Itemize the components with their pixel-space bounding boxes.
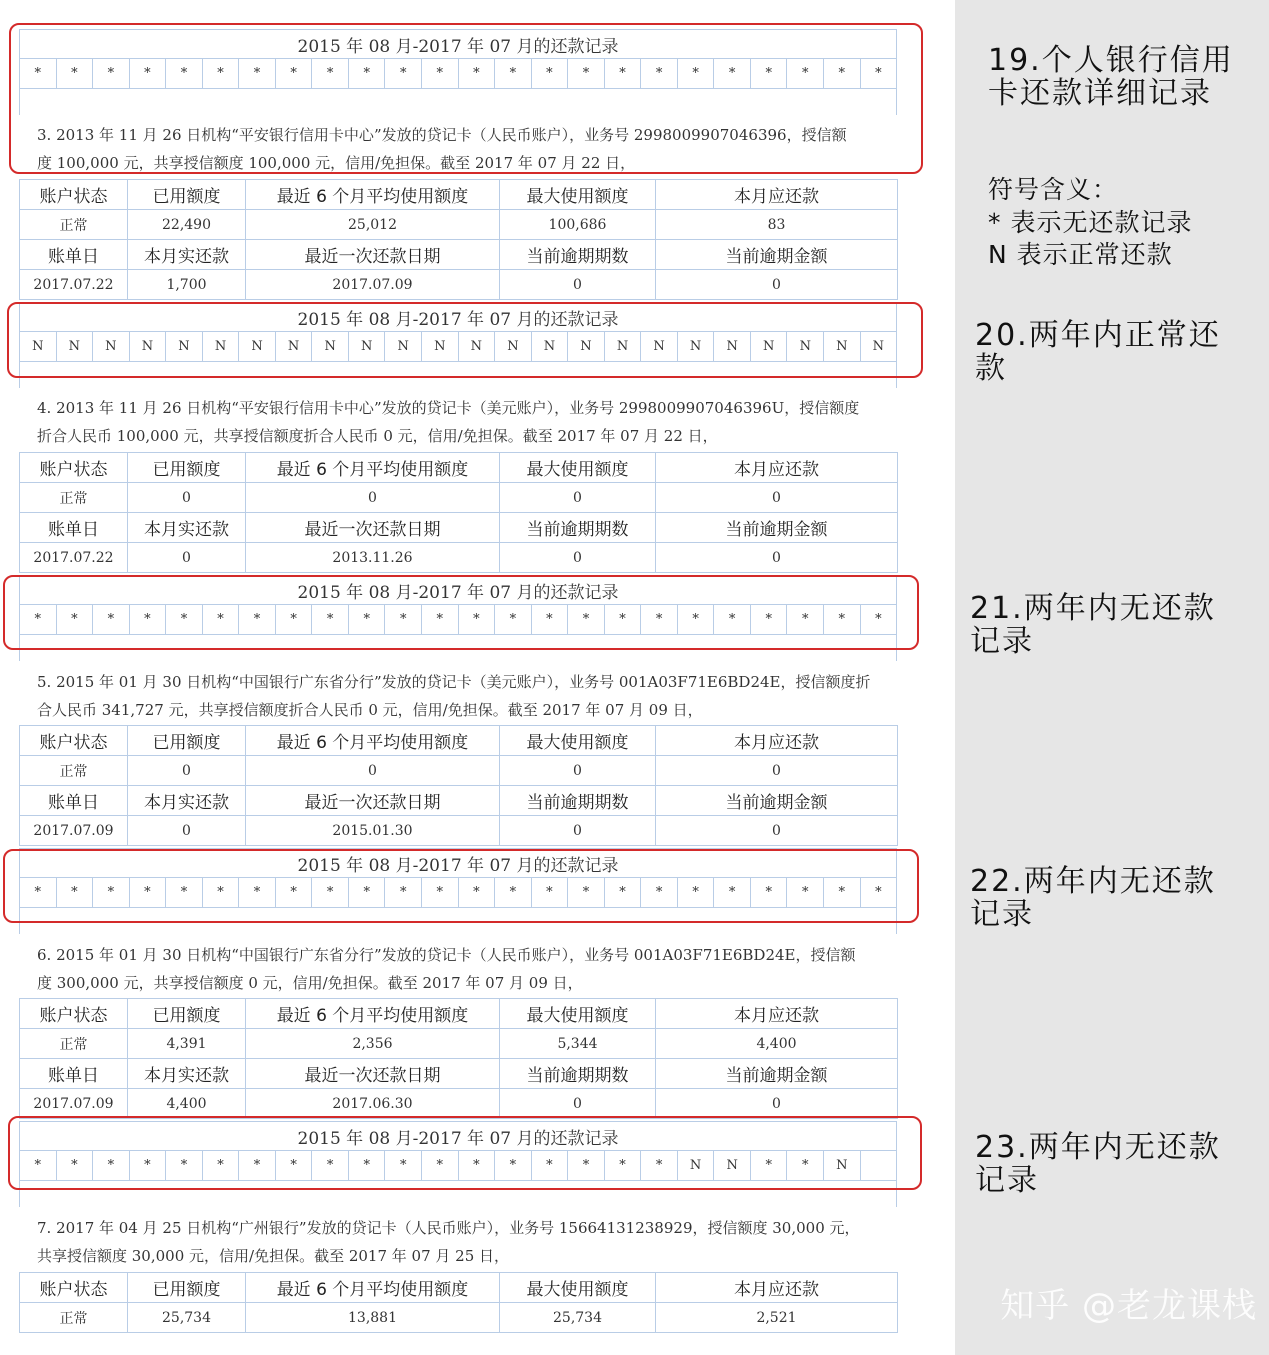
header-cell: 本月应还款 bbox=[656, 726, 898, 756]
repayment-symbol-cell: * bbox=[93, 1151, 130, 1180]
repayment-symbol-cell: * bbox=[57, 1151, 94, 1180]
repayment-symbol-cell: * bbox=[824, 59, 861, 88]
table-header-row bbox=[20, 180, 898, 210]
value-cell: 正常 bbox=[20, 210, 128, 240]
header-cell: 当前逾期期数 bbox=[500, 240, 656, 270]
table-header-row bbox=[20, 1273, 898, 1303]
repayment-symbol-cell: N bbox=[349, 332, 386, 361]
table-header-row bbox=[20, 999, 898, 1029]
value-cell: 0 bbox=[500, 483, 656, 513]
header-cell: 最近 6 个月平均使用额度 bbox=[246, 180, 500, 210]
repayment-symbol-cell: N bbox=[239, 332, 276, 361]
header-cell: 最近 6 个月平均使用额度 bbox=[246, 726, 500, 756]
header-cell: 已用额度 bbox=[128, 180, 246, 210]
value-cell: 25,012 bbox=[246, 210, 500, 240]
table-row bbox=[20, 1029, 898, 1059]
repayment-symbol-cell: * bbox=[203, 59, 240, 88]
value-cell: 正常 bbox=[20, 756, 128, 786]
account-description bbox=[30, 668, 892, 724]
repayment-symbol-cell: * bbox=[605, 59, 642, 88]
account-desc-line: 3. 2013 年 11 月 26 日机构“平安银行信用卡中心”发放的贷记卡（人民币账户），业务号 2998009907046396，授信额 bbox=[37, 126, 847, 144]
header-cell: 已用额度 bbox=[128, 1273, 246, 1303]
repayment-symbol-cell: * bbox=[422, 878, 459, 907]
value-cell: 0 bbox=[500, 543, 656, 573]
repayment-record-title: 2015 年 08 月-2017 年 07 月的还款记录 bbox=[19, 575, 897, 605]
repayment-symbol-cell: * bbox=[239, 59, 276, 88]
header-cell: 账单日 bbox=[20, 786, 128, 816]
header-cell: 最近 6 个月平均使用额度 bbox=[246, 1273, 500, 1303]
repayment-symbol-cell: N bbox=[203, 332, 240, 361]
repayment-symbol-cell: * bbox=[239, 878, 276, 907]
value-cell: 0 bbox=[656, 483, 898, 513]
account-description bbox=[30, 941, 892, 997]
value-cell: 0 bbox=[246, 483, 500, 513]
highlight-box bbox=[7, 302, 923, 378]
repayment-symbol-cell: N bbox=[714, 332, 751, 361]
repayment-symbol-cell: * bbox=[678, 605, 715, 634]
header-cell: 本月实还款 bbox=[128, 1059, 246, 1089]
repayment-record-title: 2015 年 08 月-2017 年 07 月的还款记录 bbox=[19, 848, 897, 878]
repayment-symbol-cell: N bbox=[751, 332, 788, 361]
watermark: 知乎 @老龙课栈 bbox=[1000, 1286, 1257, 1326]
header-cell: 最近一次还款日期 bbox=[246, 1059, 500, 1089]
header-cell: 当前逾期金额 bbox=[656, 1059, 898, 1089]
value-cell: 4,400 bbox=[128, 1089, 246, 1119]
repayment-symbol-cell: * bbox=[166, 59, 203, 88]
repayment-symbol-cell: N bbox=[385, 332, 422, 361]
account-desc-line: 6. 2015 年 01 月 30 日机构“中国银行广东省分行”发放的贷记卡（人民币账户），业务号 001A03F71E6BD24E，授信额 bbox=[37, 946, 856, 964]
header-cell: 账单日 bbox=[20, 240, 128, 270]
value-cell: 正常 bbox=[20, 483, 128, 513]
value-cell: 0 bbox=[500, 270, 656, 300]
table-header-row bbox=[20, 513, 898, 543]
repayment-symbol-cell: * bbox=[276, 59, 313, 88]
header-cell: 最大使用额度 bbox=[500, 726, 656, 756]
header-cell: 最近 6 个月平均使用额度 bbox=[246, 453, 500, 483]
repayment-symbol-cell: * bbox=[532, 878, 569, 907]
header-cell: 最近 6 个月平均使用额度 bbox=[246, 999, 500, 1029]
repayment-symbol-cell: * bbox=[385, 878, 422, 907]
account-desc-line: 7. 2017 年 04 月 25 日机构“广州银行”发放的贷记卡（人民币账户），业务号 15664131238929，授信额度 30,000 元， bbox=[37, 1219, 860, 1237]
repayment-symbol-cell: N bbox=[276, 332, 313, 361]
value-cell: 0 bbox=[128, 816, 246, 846]
repayment-symbol-cell: * bbox=[385, 1151, 422, 1180]
value-cell: 25,734 bbox=[128, 1303, 246, 1333]
header-cell: 最近一次还款日期 bbox=[246, 513, 500, 543]
repayment-symbol-cell: * bbox=[532, 59, 569, 88]
table-header-row bbox=[20, 240, 898, 270]
header-cell: 当前逾期金额 bbox=[656, 240, 898, 270]
table-row bbox=[20, 210, 898, 240]
table-row bbox=[20, 816, 898, 846]
value-cell: 2013.11.26 bbox=[246, 543, 500, 573]
repayment-symbol-cell: N bbox=[605, 332, 642, 361]
account-table bbox=[19, 998, 898, 1119]
repayment-symbol-cell: * bbox=[641, 1151, 678, 1180]
repayment-symbol-cell: * bbox=[605, 878, 642, 907]
repayment-symbol-cell: * bbox=[641, 59, 678, 88]
header-cell: 最近一次还款日期 bbox=[246, 786, 500, 816]
header-cell: 当前逾期金额 bbox=[656, 513, 898, 543]
repayment-symbol-cell: * bbox=[459, 878, 496, 907]
repayment-symbol-cell: * bbox=[641, 878, 678, 907]
value-cell: 13,881 bbox=[246, 1303, 500, 1333]
repayment-symbol-cell: * bbox=[203, 1151, 240, 1180]
value-cell: 25,734 bbox=[500, 1303, 656, 1333]
repayment-symbol-cell: * bbox=[824, 605, 861, 634]
value-cell: 1,700 bbox=[128, 270, 246, 300]
header-cell: 当前逾期期数 bbox=[500, 513, 656, 543]
account-desc-line: 折合人民币 100,000 元，共享授信额度折合人民币 0 元，信用/免担保。截至 2017 年 07 月 22 日， bbox=[37, 427, 718, 445]
repayment-symbol-cell: * bbox=[203, 878, 240, 907]
repayment-symbol-cell: * bbox=[349, 59, 386, 88]
account-table bbox=[19, 179, 898, 300]
repayment-symbol-cell: * bbox=[349, 1151, 386, 1180]
repayment-symbol-cell: N bbox=[20, 332, 57, 361]
highlight-box bbox=[8, 1116, 922, 1190]
value-cell: 2017.07.09 bbox=[246, 270, 500, 300]
repayment-symbol-cell: * bbox=[349, 878, 386, 907]
header-cell: 账户状态 bbox=[20, 726, 128, 756]
value-cell: 5,344 bbox=[500, 1029, 656, 1059]
header-cell: 已用额度 bbox=[128, 726, 246, 756]
legend-n: N 表示正常还款 bbox=[988, 240, 1173, 269]
repayment-symbol-cell: * bbox=[385, 59, 422, 88]
repayment-symbol-cell: * bbox=[678, 59, 715, 88]
repayment-symbol-cell: * bbox=[714, 59, 751, 88]
repayment-symbol-cell: * bbox=[568, 605, 605, 634]
repayment-symbol-cell: * bbox=[349, 605, 386, 634]
value-cell: 0 bbox=[500, 816, 656, 846]
header-cell: 当前逾期金额 bbox=[656, 786, 898, 816]
repayment-symbol-cell: N bbox=[641, 332, 678, 361]
repayment-symbol-cell: * bbox=[714, 605, 751, 634]
repayment-symbol-cell: N bbox=[422, 332, 459, 361]
repayment-symbol-cell: * bbox=[312, 605, 349, 634]
repayment-symbol-cell: * bbox=[276, 1151, 313, 1180]
value-cell: 2015.01.30 bbox=[246, 816, 500, 846]
repayment-symbol-cell: * bbox=[166, 878, 203, 907]
value-cell: 正常 bbox=[20, 1303, 128, 1333]
table-header-row bbox=[20, 786, 898, 816]
account-description bbox=[30, 1214, 892, 1270]
repayment-symbol-cell: * bbox=[20, 878, 57, 907]
table-header-row bbox=[20, 726, 898, 756]
repayment-symbol-cell: * bbox=[20, 59, 57, 88]
highlight-box bbox=[3, 849, 919, 923]
account-desc-line: 度 100,000 元，共享授信额度 100,000 元，信用/免担保。截至 2017 年 07 月 22 日， bbox=[37, 154, 636, 172]
repayment-symbol-cell: * bbox=[495, 59, 532, 88]
value-cell: 2,521 bbox=[656, 1303, 898, 1333]
account-desc-line: 4. 2013 年 11 月 26 日机构“平安银行信用卡中心”发放的贷记卡（美元账户），业务号 2998009907046396U，授信额度 bbox=[37, 399, 860, 417]
value-cell: 83 bbox=[656, 210, 898, 240]
repayment-symbol-cell: N bbox=[678, 332, 715, 361]
repayment-symbol-cell: * bbox=[751, 878, 788, 907]
value-cell: 0 bbox=[656, 1089, 898, 1119]
annotation-23: 23.两年内无还款记录 bbox=[975, 1130, 1221, 1198]
repayment-symbol-cell: * bbox=[130, 59, 167, 88]
table-row bbox=[20, 270, 898, 300]
value-cell: 0 bbox=[128, 483, 246, 513]
repayment-symbol-cell: * bbox=[861, 605, 898, 634]
repayment-symbol-cell: * bbox=[93, 605, 130, 634]
repayment-symbol-cell: * bbox=[787, 878, 824, 907]
header-cell: 最大使用额度 bbox=[500, 453, 656, 483]
repayment-symbol-cell: N bbox=[678, 1151, 715, 1180]
highlight-box bbox=[3, 575, 919, 650]
value-cell: 100,686 bbox=[500, 210, 656, 240]
value-cell: 0 bbox=[656, 543, 898, 573]
header-cell: 已用额度 bbox=[128, 453, 246, 483]
annotation-21: 21.两年内无还款记录 bbox=[970, 591, 1216, 659]
repayment-symbol-cell: * bbox=[568, 1151, 605, 1180]
value-cell: 2017.07.22 bbox=[20, 270, 128, 300]
header-cell: 最大使用额度 bbox=[500, 999, 656, 1029]
repayment-symbol-cell: * bbox=[239, 605, 276, 634]
repayment-symbol-cell: * bbox=[312, 1151, 349, 1180]
repayment-symbol-cell: * bbox=[751, 59, 788, 88]
value-cell: 正常 bbox=[20, 1029, 128, 1059]
repayment-symbol-cell: * bbox=[459, 605, 496, 634]
repayment-symbol-cell: * bbox=[166, 605, 203, 634]
value-cell: 4,391 bbox=[128, 1029, 246, 1059]
repayment-symbol-cell: N bbox=[93, 332, 130, 361]
repayment-symbol-cell: * bbox=[20, 605, 57, 634]
value-cell: 22,490 bbox=[128, 210, 246, 240]
table-row bbox=[20, 483, 898, 513]
account-table bbox=[19, 1272, 898, 1333]
repayment-symbol-cell: * bbox=[787, 605, 824, 634]
value-cell: 0 bbox=[656, 816, 898, 846]
header-cell: 已用额度 bbox=[128, 999, 246, 1029]
repayment-symbol-cell: * bbox=[57, 59, 94, 88]
annotation-19: 19.个人银行信用卡还款详细记录 bbox=[988, 43, 1234, 111]
highlight-box bbox=[9, 23, 923, 174]
account-desc-line: 共享授信额度 30,000 元，信用/免担保。截至 2017 年 07 月 25 日， bbox=[37, 1247, 510, 1265]
repayment-symbol-cell: * bbox=[641, 605, 678, 634]
header-cell: 本月应还款 bbox=[656, 1273, 898, 1303]
repayment-symbol-cell: N bbox=[532, 332, 569, 361]
repayment-symbol-cell: N bbox=[568, 332, 605, 361]
legend-title: 符号含义： bbox=[988, 175, 1119, 204]
account-description bbox=[30, 394, 892, 450]
repayment-symbol-cell: * bbox=[568, 878, 605, 907]
repayment-symbol-cell: * bbox=[678, 878, 715, 907]
value-cell: 2017.07.09 bbox=[20, 1089, 128, 1119]
repayment-symbol-cell: N bbox=[130, 332, 167, 361]
repayment-symbol-cell: * bbox=[861, 59, 898, 88]
repayment-symbol-cell: * bbox=[312, 59, 349, 88]
repayment-symbol-cell: * bbox=[824, 878, 861, 907]
repayment-symbol-cell: * bbox=[93, 59, 130, 88]
repayment-symbol-cell: N bbox=[714, 1151, 751, 1180]
value-cell: 0 bbox=[128, 543, 246, 573]
repayment-symbol-cell: * bbox=[422, 1151, 459, 1180]
account-desc-line: 合人民币 341,727 元，共享授信额度折合人民币 0 元，信用/免担保。截至 2017 年 07 月 09 日， bbox=[37, 701, 703, 719]
repayment-symbol-cell: * bbox=[495, 605, 532, 634]
table-header-row bbox=[20, 1059, 898, 1089]
header-cell: 最近一次还款日期 bbox=[246, 240, 500, 270]
value-cell: 0 bbox=[500, 1089, 656, 1119]
repayment-symbol-cell: * bbox=[787, 1151, 824, 1180]
header-cell: 本月实还款 bbox=[128, 513, 246, 543]
repayment-record-title: 2015 年 08 月-2017 年 07 月的还款记录 bbox=[19, 1121, 897, 1151]
repayment-symbol-cell: * bbox=[130, 605, 167, 634]
repayment-symbol-cell: * bbox=[605, 1151, 642, 1180]
value-cell: 4,400 bbox=[656, 1029, 898, 1059]
value-cell: 0 bbox=[246, 756, 500, 786]
repayment-symbol-cell: * bbox=[751, 605, 788, 634]
repayment-symbol-cell: * bbox=[568, 59, 605, 88]
header-cell: 账户状态 bbox=[20, 180, 128, 210]
repayment-symbol-cell: * bbox=[130, 878, 167, 907]
value-cell: 2,356 bbox=[246, 1029, 500, 1059]
repayment-symbol-cell: * bbox=[861, 878, 898, 907]
repayment-symbol-cell: N bbox=[57, 332, 94, 361]
header-cell: 账户状态 bbox=[20, 453, 128, 483]
value-cell: 2017.07.22 bbox=[20, 543, 128, 573]
legend-star: * 表示无还款记录 bbox=[988, 208, 1193, 237]
header-cell: 当前逾期期数 bbox=[500, 786, 656, 816]
repayment-symbol-cell: N bbox=[787, 332, 824, 361]
value-cell: 0 bbox=[500, 756, 656, 786]
value-cell: 0 bbox=[128, 756, 246, 786]
header-cell: 本月应还款 bbox=[656, 999, 898, 1029]
repayment-symbol-cell: N bbox=[312, 332, 349, 361]
repayment-symbol-cell: * bbox=[57, 878, 94, 907]
repayment-record-title: 2015 年 08 月-2017 年 07 月的还款记录 bbox=[19, 29, 897, 59]
account-desc-line: 5. 2015 年 01 月 30 日机构“中国银行广东省分行”发放的贷记卡（美元账户），业务号 001A03F71E6BD24E，授信额度折 bbox=[37, 673, 871, 691]
repayment-symbol-cell: * bbox=[459, 1151, 496, 1180]
account-table bbox=[19, 452, 898, 573]
header-cell: 最大使用额度 bbox=[500, 1273, 656, 1303]
value-cell: 2017.07.09 bbox=[20, 816, 128, 846]
header-cell: 账单日 bbox=[20, 513, 128, 543]
repayment-symbol-cell: * bbox=[203, 605, 240, 634]
value-cell: 2017.06.30 bbox=[246, 1089, 500, 1119]
repayment-symbol-cell: * bbox=[239, 1151, 276, 1180]
header-cell: 账单日 bbox=[20, 1059, 128, 1089]
repayment-symbol-cell: * bbox=[130, 1151, 167, 1180]
repayment-symbol-cell: N bbox=[495, 332, 532, 361]
value-cell: 0 bbox=[656, 270, 898, 300]
table-row bbox=[20, 543, 898, 573]
repayment-symbol-cell: N bbox=[166, 332, 203, 361]
header-cell: 本月实还款 bbox=[128, 786, 246, 816]
header-cell: 当前逾期期数 bbox=[500, 1059, 656, 1089]
repayment-symbol-cell: * bbox=[93, 878, 130, 907]
table-row bbox=[20, 1089, 898, 1119]
repayment-symbol-cell: * bbox=[714, 878, 751, 907]
annotation-sidebar bbox=[955, 0, 1269, 1355]
repayment-symbol-cell: * bbox=[422, 605, 459, 634]
table-row bbox=[20, 1303, 898, 1333]
repayment-symbol-cell: * bbox=[605, 605, 642, 634]
repayment-symbol-cell: * bbox=[312, 878, 349, 907]
table-row bbox=[20, 756, 898, 786]
repayment-symbol-cell: * bbox=[787, 59, 824, 88]
header-cell: 本月实还款 bbox=[128, 240, 246, 270]
repayment-symbol-cell: * bbox=[422, 59, 459, 88]
repayment-symbol-cell: N bbox=[824, 332, 861, 361]
value-cell: 0 bbox=[656, 756, 898, 786]
repayment-symbol-cell: * bbox=[57, 605, 94, 634]
repayment-symbol-cell: * bbox=[166, 1151, 203, 1180]
repayment-record-title: 2015 年 08 月-2017 年 07 月的还款记录 bbox=[19, 302, 897, 332]
header-cell: 最大使用额度 bbox=[500, 180, 656, 210]
header-cell: 本月应还款 bbox=[656, 180, 898, 210]
header-cell: 账户状态 bbox=[20, 1273, 128, 1303]
account-table bbox=[19, 725, 898, 846]
table-header-row bbox=[20, 453, 898, 483]
repayment-symbol-cell: * bbox=[276, 605, 313, 634]
repayment-symbol-cell: * bbox=[751, 1151, 788, 1180]
repayment-symbol-cell: * bbox=[532, 605, 569, 634]
repayment-symbol-cell: * bbox=[385, 605, 422, 634]
repayment-symbol-cell: * bbox=[459, 59, 496, 88]
account-desc-line: 度 300,000 元，共享授信额度 0 元，信用/免担保。截至 2017 年 07 月 09 日， bbox=[37, 974, 583, 992]
header-cell: 本月应还款 bbox=[656, 453, 898, 483]
repayment-symbol-cell: * bbox=[495, 1151, 532, 1180]
repayment-symbol-cell: * bbox=[276, 878, 313, 907]
repayment-symbol-cell: N bbox=[861, 332, 898, 361]
repayment-symbol-cell: * bbox=[495, 878, 532, 907]
repayment-symbol-cell: * bbox=[532, 1151, 569, 1180]
annotation-20: 20.两年内正常还款 bbox=[975, 318, 1221, 386]
repayment-symbol-cell: N bbox=[824, 1151, 861, 1180]
repayment-symbol-cell: * bbox=[20, 1151, 57, 1180]
annotation-22: 22.两年内无还款记录 bbox=[970, 864, 1216, 932]
repayment-symbol-cell: N bbox=[459, 332, 496, 361]
header-cell: 账户状态 bbox=[20, 999, 128, 1029]
